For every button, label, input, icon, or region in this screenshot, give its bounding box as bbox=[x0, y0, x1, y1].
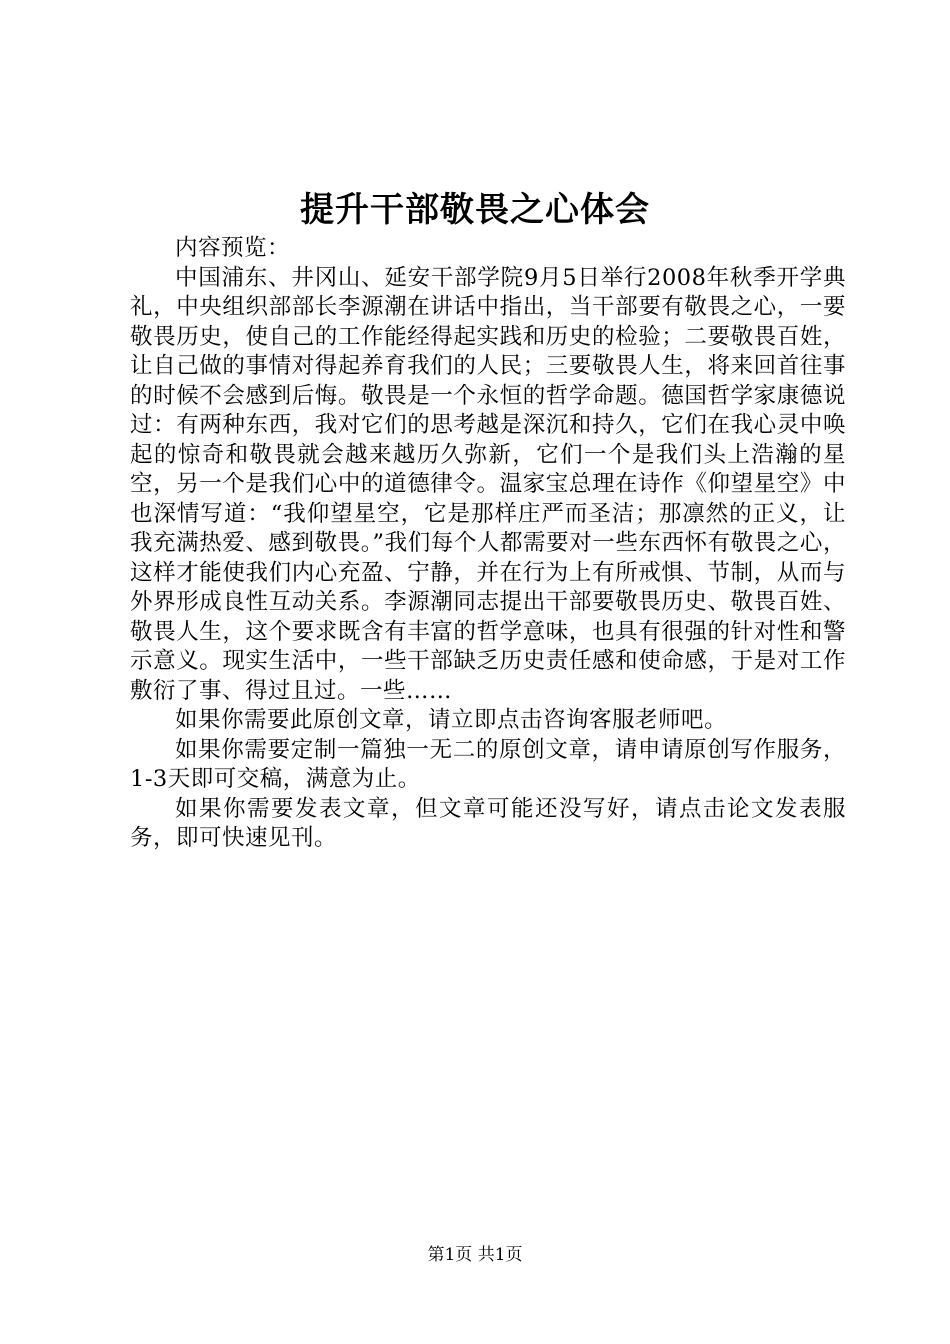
page-number-footer: 第1页 共1页 bbox=[427, 1245, 523, 1265]
body-paragraph-main: 中国浦东、井冈山、延安干部学院9月5日举行2008年秋季开学典礼，中央组织部部长李源潮在讲话中指出，当干部要有敬畏之心，一要敬畏历史，使自己的工作能经得起实践和历史的检验；二要敬畏百姓，让自己做的事情对得起养育我们的人民；三要敬畏人生，将来回首往事的时候不会感到后悔。敬畏是一个永恒的哲学命题。德国哲学家康德说过：有两种东西，我对它们的思考越是深沉和持久，它们在我心灵中唤起的惊奇和敬畏就会越来越历久弥新，它们一个是我们头上浩瀚的星空，另一个是我们心中的道德律令。温家宝总理在诗作《仰望星空》中也深情写道：“我仰望星空，它是那样庄严而圣洁；那凛然的正义，让我充满热爱、感到敬畏。”我们每个人都需要对一些东西怀有敬畏之心，这样才能使我们内心充盈、宁静，并在行为上有所戒惧、节制，从而与外界形成良性互动关系。李源潮同志提出干部要敬畏历史、敬畏百姓、敬畏人生，这个要求既含有丰富的哲学意味，也具有很强的针对性和警示意义。现实生活中，一些干部缺乏历史责任感和使命感，于是对工作敷衍了事、得过且过。一些…… bbox=[130, 264, 846, 704]
preview-label: 内容预览： bbox=[175, 235, 291, 261]
body-paragraph-consult: 如果你需要此原创文章，请立即点击咨询客服老师吧。 bbox=[175, 707, 728, 733]
document-body bbox=[130, 234, 846, 854]
document-title: 提升干部敬畏之心体会 bbox=[300, 190, 650, 230]
body-paragraph-publishing: 如果你需要发表文章，但文章可能还没写好，请点击论文发表服务，即可快速见刊。 bbox=[130, 795, 846, 851]
body-paragraph-custom-writing: 如果你需要定制一篇独一无二的原创文章，请申请原创写作服务，1-3天即可交稿，满意为止。 bbox=[130, 736, 846, 792]
